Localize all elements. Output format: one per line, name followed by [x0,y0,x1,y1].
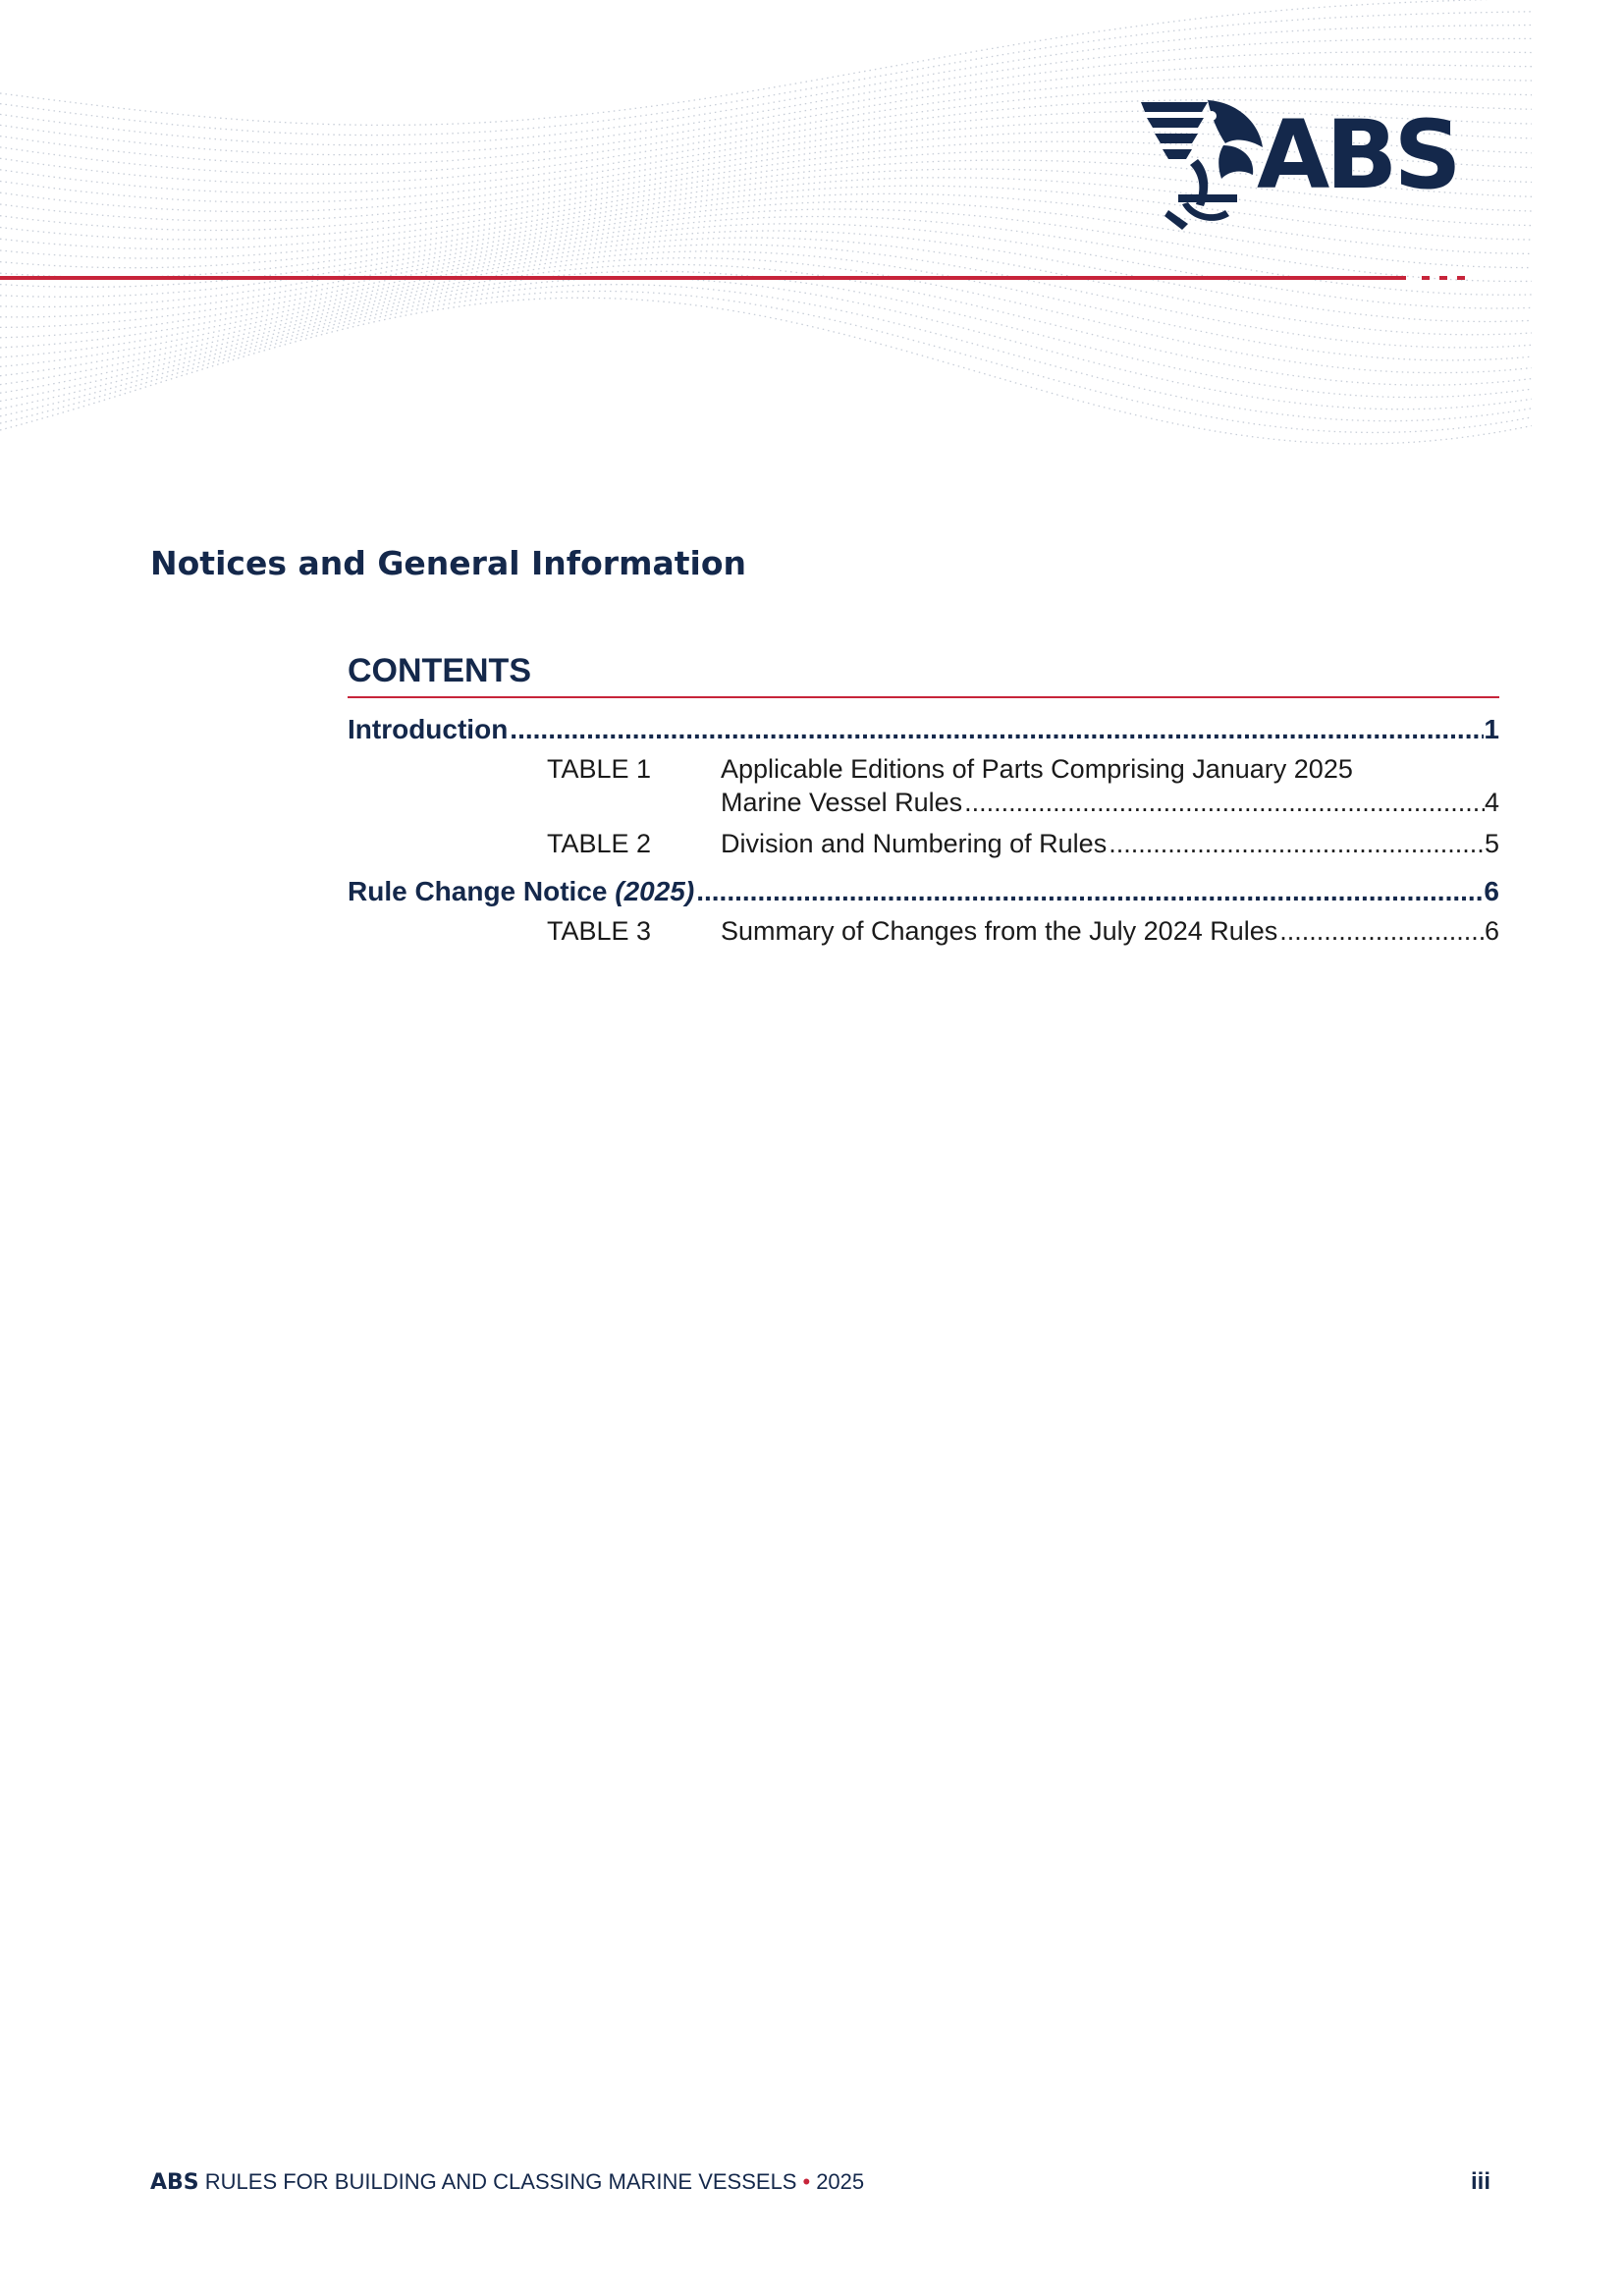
page-title: Notices and General Information [150,544,746,582]
toc-page-number: 1 [1484,714,1499,744]
table-title-line: Marine Vessel Rules [721,787,963,817]
toc-entry-table-2[interactable] [348,828,1499,861]
wave-strand [0,224,1532,338]
toc-section-title: Introduction [348,714,509,744]
table-of-contents [348,652,1499,949]
footer-page-number: iii [1470,2168,1490,2195]
toc-entry-table-3[interactable] [348,915,1499,949]
toc-leader-dots [1277,915,1485,949]
table-label: TABLE 3 [547,916,652,947]
page-footer [150,2168,1490,2196]
table-title-line: Summary of Changes from the July 2024 Rules [721,916,1278,947]
toc-section-title: Rule Change Notice (2025) [348,876,695,907]
wave-strand [0,231,1532,348]
toc-entry-table-1[interactable] [348,753,1499,820]
abs-logo [1139,96,1488,234]
toc-section-introduction[interactable] [348,714,1499,745]
wave-strand [0,285,1532,421]
toc-page-number: 6 [1484,916,1499,947]
table-label: TABLE 1 [547,754,652,784]
toc-page-number: 6 [1484,876,1499,907]
wave-strand [0,271,1532,401]
toc-leader-dots [508,714,1484,745]
wave-strand [0,298,1532,444]
toc-page-number: 4 [1484,787,1499,817]
footer-year: 2025 [816,2169,865,2194]
footer-separator: • [802,2169,811,2194]
toc-section-rule-change-notice[interactable] [348,876,1499,907]
table-label: TABLE 2 [547,828,652,858]
footer-rules-title: RULES FOR BUILDING AND CLASSING MARINE VESSELS [204,2169,797,2194]
footer-brand: ABS [150,2170,199,2195]
logo-wordmark: ABS [1257,100,1458,210]
toc-page-number: 5 [1484,828,1499,858]
table-title-line: Division and Numbering of Rules [721,828,1108,858]
toc-leader-dots [694,876,1484,907]
toc-leader-dots [1107,828,1485,861]
wave-strand [0,238,1532,357]
wave-strand [0,245,1532,366]
wave-strand [0,251,1532,376]
table-title-line: Applicable Editions of Parts Comprising January 2025 [721,754,1353,784]
wave-strand [0,278,1532,410]
footer-document-title [150,2169,864,2195]
wave-strand [0,292,1532,433]
eagle-emblem-icon [1139,96,1267,234]
toc-leader-dots [962,787,1485,820]
contents-heading: CONTENTS [348,652,1499,698]
